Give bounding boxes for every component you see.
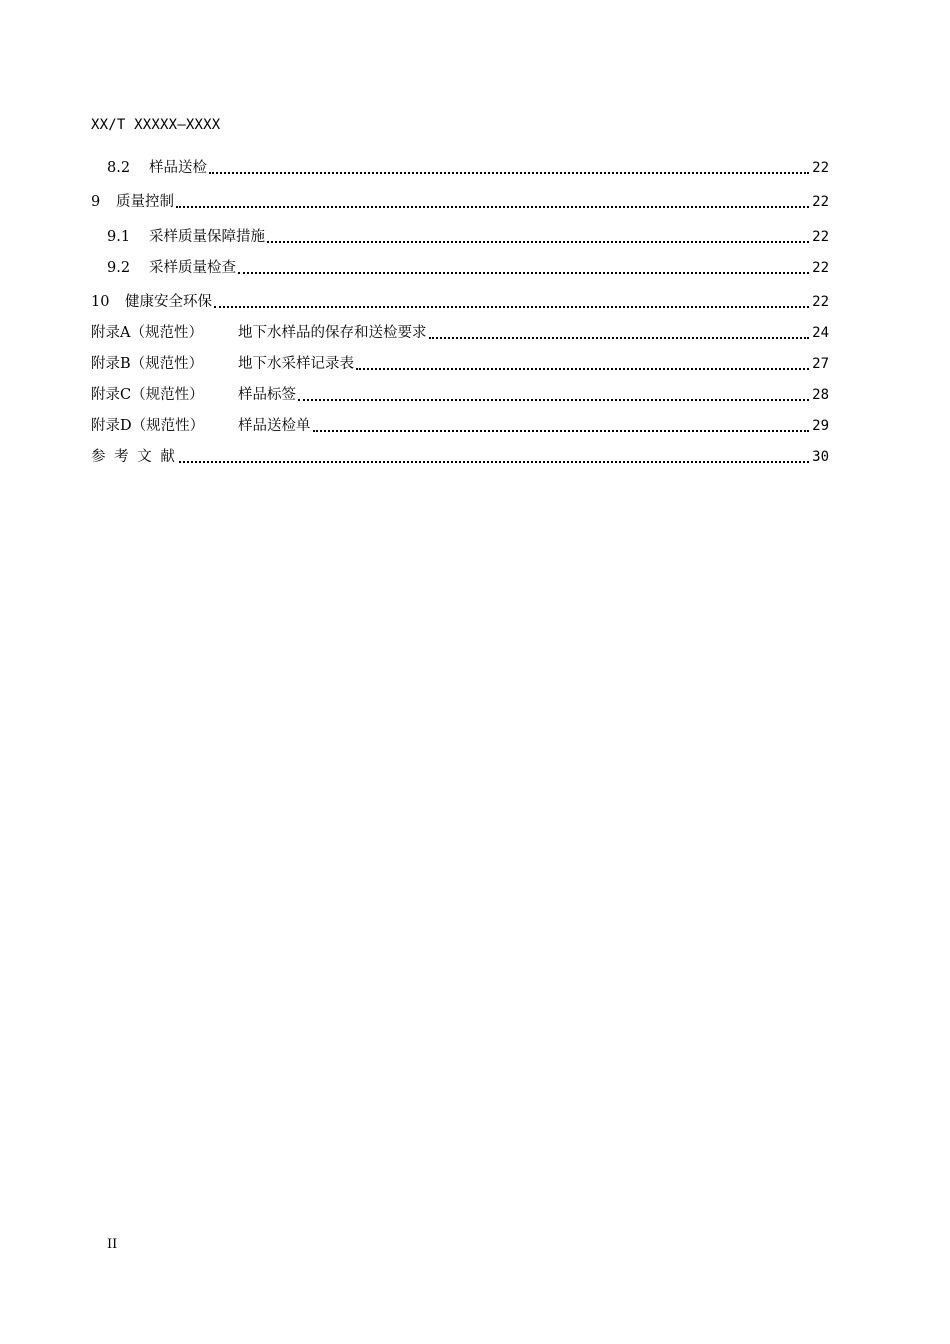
toc-entry-page: 28 <box>812 387 829 403</box>
toc-entry-number: 9 <box>91 194 101 210</box>
toc-entry-title: 地下水样品的保存和送检要求 <box>238 325 427 341</box>
toc-leader-dots <box>179 446 809 468</box>
toc-entry-page: 22 <box>812 294 829 310</box>
toc-entry-page: 22 <box>812 194 829 210</box>
toc-entry-title: 采样质量检查 <box>149 260 236 276</box>
standard-code-header: XX/T XXXXX—XXXX <box>91 117 221 133</box>
toc-leader-dots <box>214 291 809 313</box>
toc-leader-dots <box>267 226 809 248</box>
toc-entry-title: 样品标签 <box>238 387 296 403</box>
toc-entry-9-1[interactable] <box>91 226 829 248</box>
toc-leader-dots <box>313 415 810 437</box>
toc-leader-dots <box>176 191 809 213</box>
toc-entry-number: 9.1 <box>107 229 131 245</box>
toc-entry-appendix-d[interactable] <box>91 415 829 437</box>
toc-entry-appendix-c[interactable] <box>91 384 829 406</box>
toc-entry-number: 附录A（规范性） <box>91 325 203 341</box>
toc-entry-number: 9.2 <box>107 260 131 276</box>
toc-entry-page: 29 <box>812 418 829 434</box>
page-number: II <box>107 1237 118 1252</box>
toc-entry-page: 27 <box>812 356 829 372</box>
toc-leader-dots <box>298 384 809 406</box>
toc-entry-title: 参 考 文 献 <box>91 449 177 465</box>
toc-entry-page: 22 <box>812 260 829 276</box>
toc-leader-dots <box>356 353 809 375</box>
toc-entry-references[interactable] <box>91 446 829 468</box>
toc-entry-number: 附录C（规范性） <box>91 387 204 403</box>
toc-entry-10[interactable] <box>91 291 829 313</box>
table-of-contents <box>91 0 829 1344</box>
toc-entry-8-2[interactable] <box>91 157 829 179</box>
toc-entry-page: 30 <box>812 449 829 465</box>
toc-entry-title: 健康安全环保 <box>125 294 212 310</box>
toc-entry-title: 样品送检 <box>149 160 207 176</box>
toc-entry-title: 地下水采样记录表 <box>238 356 354 372</box>
toc-leader-dots <box>209 157 809 179</box>
toc-entry-title: 质量控制 <box>116 194 174 210</box>
toc-entry-page: 24 <box>812 325 829 341</box>
toc-entry-9[interactable] <box>91 191 829 213</box>
toc-leader-dots <box>238 257 809 279</box>
toc-entry-title: 样品送检单 <box>238 418 311 434</box>
toc-entry-number: 8.2 <box>107 160 131 176</box>
toc-entry-appendix-b[interactable] <box>91 353 829 375</box>
toc-entry-page: 22 <box>812 160 829 176</box>
toc-entry-number: 附录B（规范性） <box>91 356 204 372</box>
toc-leader-dots <box>429 322 810 344</box>
toc-entry-9-2[interactable] <box>91 257 829 279</box>
toc-entry-page: 22 <box>812 229 829 245</box>
toc-entry-number: 10 <box>91 294 110 310</box>
toc-entry-appendix-a[interactable] <box>91 322 829 344</box>
toc-entry-title: 采样质量保障措施 <box>149 229 265 245</box>
toc-entry-number: 附录D（规范性） <box>91 418 205 434</box>
